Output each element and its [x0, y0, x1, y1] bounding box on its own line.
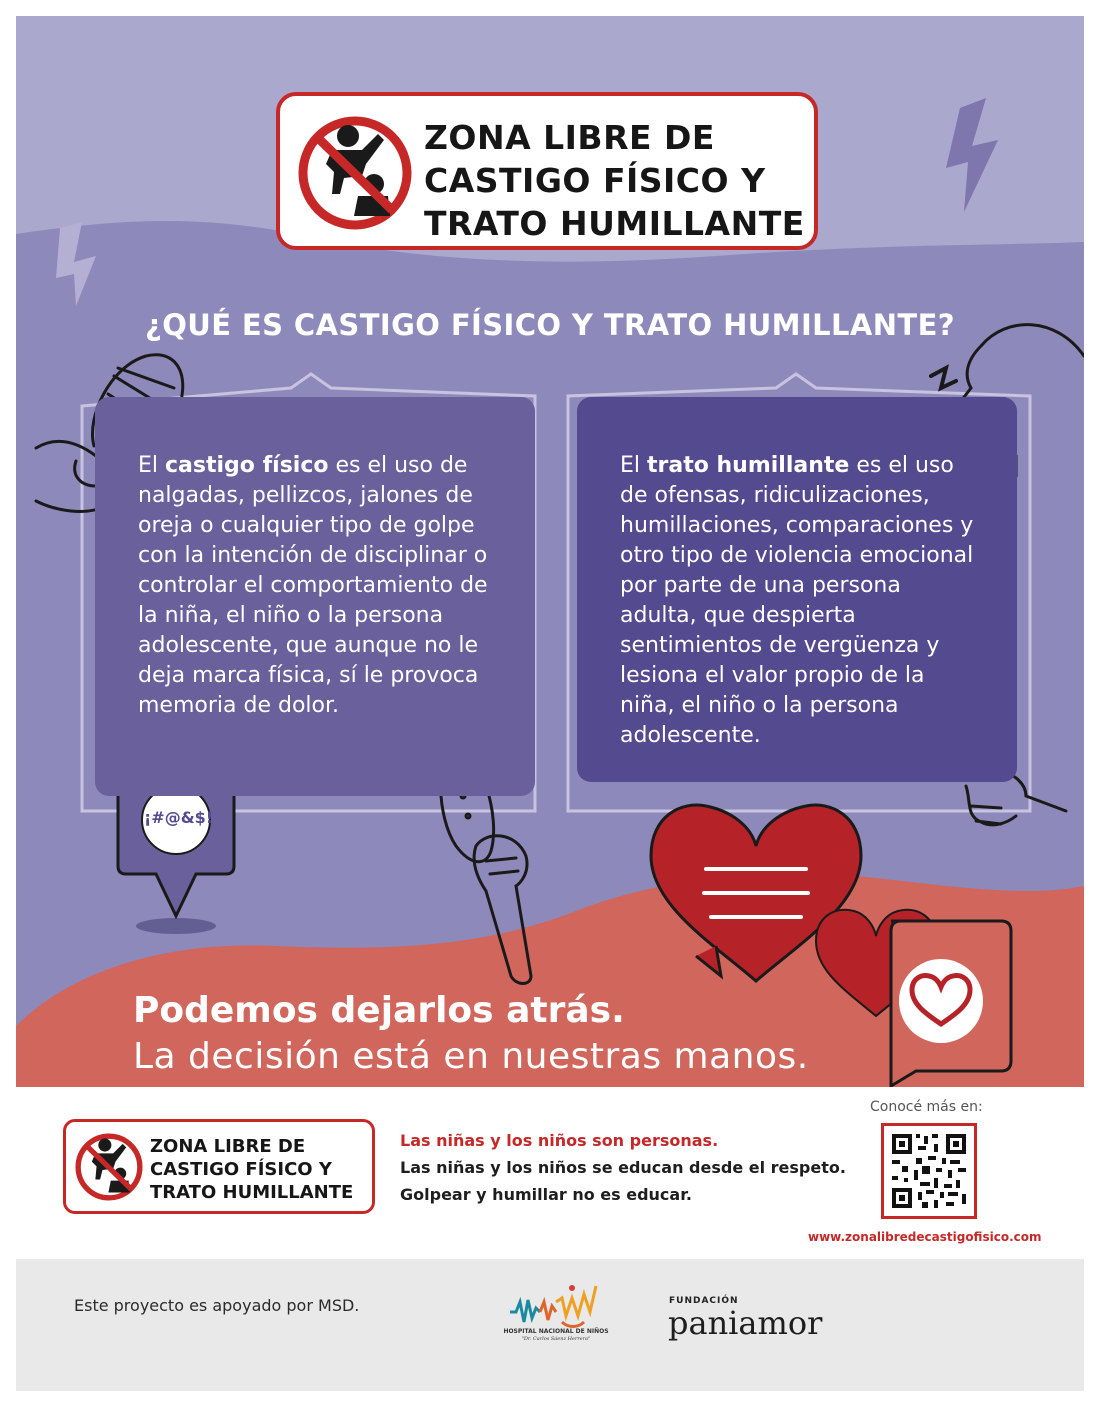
slogan-line-1: Podemos dejarlos atrás.: [133, 990, 625, 1031]
speech-symbols: ¡#@&$!: [144, 808, 214, 827]
term-text: castigo físico: [165, 453, 329, 478]
definition-line: adolescente.: [620, 723, 761, 748]
definition-text: [138, 451, 488, 721]
definition-line: otro tipo de violencia emocional: [620, 543, 974, 568]
definition-line: oreja o cualquier tipo de golpe: [138, 513, 475, 538]
website-link[interactable]: www.zonalibredecastigofisico.com: [808, 1230, 1042, 1244]
definition-physical-punishment: [95, 397, 535, 796]
title-badge: [276, 92, 818, 250]
definition-line: controlar el comportamiento de: [138, 573, 488, 598]
footer-badge-line: ZONA LIBRE DE: [150, 1136, 306, 1157]
definition-line: nalgadas, pellizcos, jalones de: [138, 483, 473, 508]
know-more-label: Conocé más en:: [870, 1099, 983, 1115]
heart-notification-icon: [891, 921, 1011, 1086]
footer-badge: [63, 1119, 375, 1214]
title-line: ZONA LIBRE DE: [424, 118, 715, 157]
lead-text: El: [620, 453, 648, 478]
definition-humiliating-treatment: [577, 397, 1017, 782]
question-heading: ¿QUÉ ES CASTIGO FÍSICO Y TRATO HUMILLANTE?: [144, 308, 956, 342]
hospital-logo-icon: [506, 1272, 606, 1332]
definition-line: memoria de dolor.: [138, 693, 339, 718]
definition-line: sentimientos de vergüenza y: [620, 633, 940, 658]
slogan-line-2: La decisión está en nuestras manos.: [133, 1036, 809, 1077]
title-line: TRATO HUMILLANTE: [424, 204, 805, 243]
footer-message: [400, 1127, 846, 1208]
foundation-logo: paniamor: [668, 1304, 823, 1342]
definition-text: [620, 451, 973, 751]
hospital-name: HOSPITAL NACIONAL DE NIÑOS: [503, 1328, 609, 1335]
lightning-icon: [946, 98, 998, 212]
no-violence-icon: [296, 114, 414, 232]
definition-line: niña, el niño o la persona: [620, 693, 899, 718]
poster: [16, 16, 1084, 1391]
footer-badge-lines: [150, 1135, 353, 1204]
first-rest-text: es el uso: [849, 453, 954, 478]
message-line: Golpear y humillar no es educar.: [400, 1185, 692, 1204]
definition-line: la niña, el niño o la persona: [138, 603, 444, 628]
definition-line: humillaciones, comparaciones y: [620, 513, 974, 538]
foundation-label: FUNDACIÓN: [669, 1296, 739, 1306]
qr-code-icon: [884, 1126, 974, 1216]
term-text: trato humillante: [647, 453, 850, 478]
definition-line: con la intención de disciplinar o: [138, 543, 488, 568]
definition-line: por parte de una persona: [620, 573, 901, 598]
definition-line: deja marca física, sí le provoca: [138, 663, 479, 688]
message-line: Las niñas y los niños se educan desde el respeto.: [400, 1158, 846, 1177]
title-line: CASTIGO FÍSICO Y: [424, 161, 766, 200]
definition-line: lesiona el valor propio de la: [620, 663, 925, 688]
definition-first-line: [138, 451, 488, 481]
hospital-subname: "Dr. Carlos Sáenz Herrera": [521, 1336, 591, 1342]
support-text: Este proyecto es apoyado por MSD.: [74, 1296, 360, 1315]
definition-first-line: [620, 451, 973, 481]
title-lines: [424, 116, 805, 245]
footer-badge-line: CASTIGO FÍSICO Y: [150, 1159, 332, 1180]
definition-line: adolescente, que aunque no le: [138, 633, 479, 658]
definition-line: de ofensas, ridiculizaciones,: [620, 483, 930, 508]
lead-text: El: [138, 453, 166, 478]
no-violence-icon: [74, 1132, 144, 1202]
qr-code[interactable]: [881, 1123, 977, 1219]
definition-line: adulta, que despierta: [620, 603, 856, 628]
footer-badge-line: TRATO HUMILLANTE: [150, 1182, 354, 1203]
first-rest-text: es el uso de: [328, 453, 468, 478]
message-red: Las niñas y los niños son personas.: [400, 1131, 719, 1150]
